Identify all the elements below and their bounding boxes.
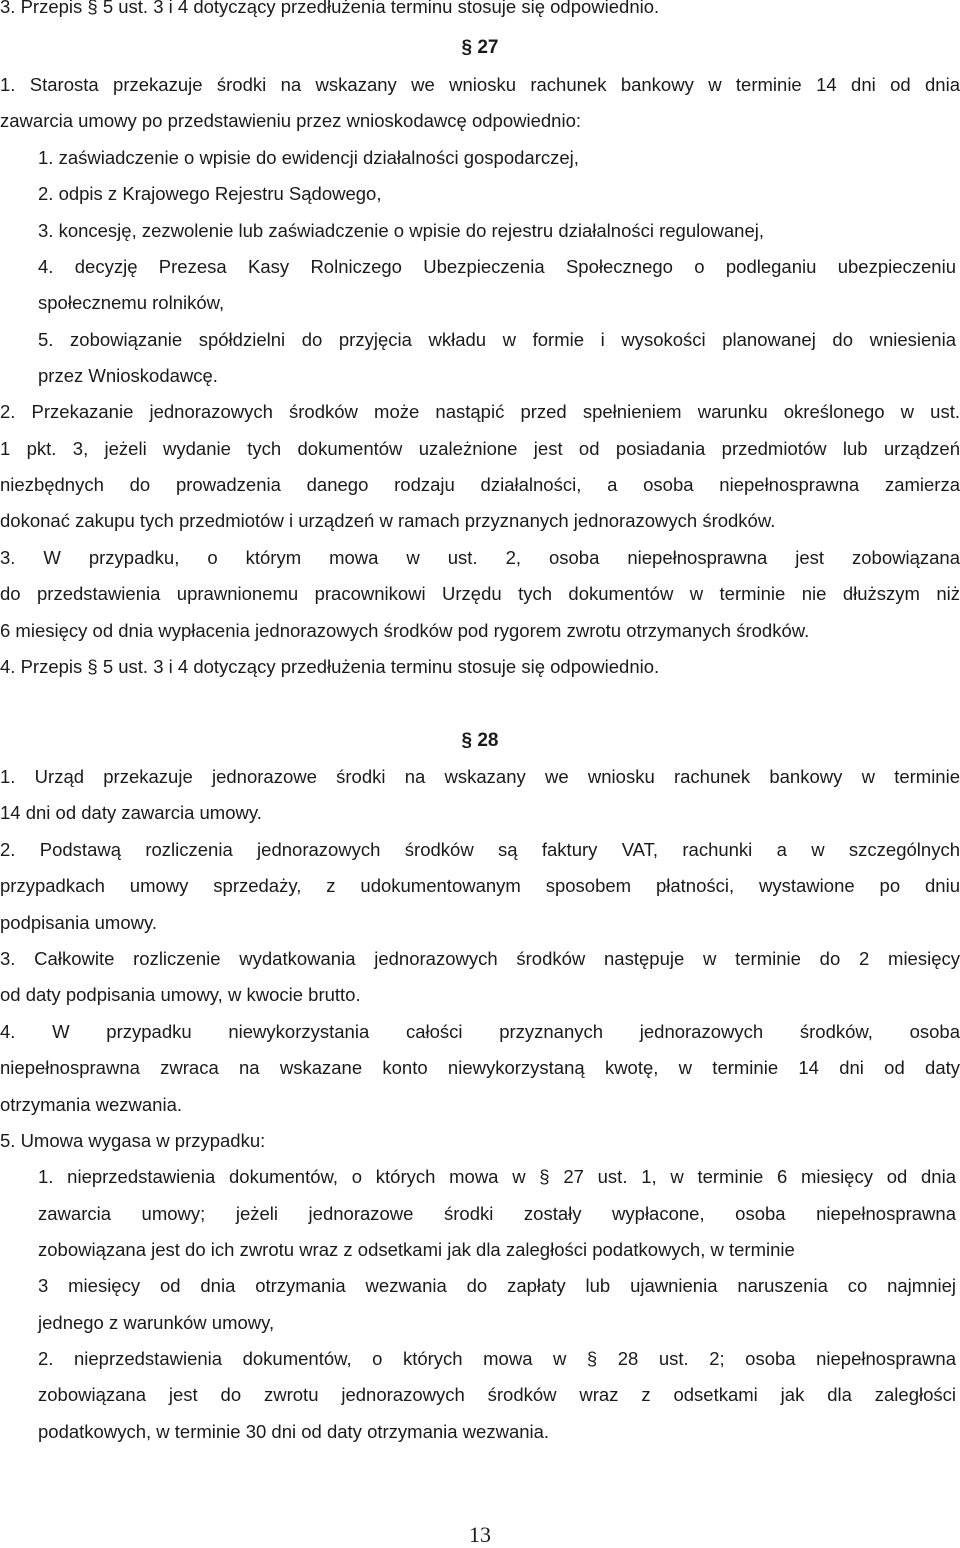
text-line: 6 miesięcy od dnia wypłacenia jednorazowych środków pod rygorem zwrotu otrzymanych środków.	[0, 620, 810, 641]
text-line: niezbędnych do prowadzenia danego rodzaju działalności, a osoba niepełnosprawna zamierza	[0, 474, 960, 495]
text-line: zawarcia umowy po przedstawieniu przez wnioskodawcę odpowiednio:	[0, 110, 581, 131]
list-item: 2. nieprzedstawienia dokumentów, o których mowa w § 28 ust. 2; osoba niepełnosprawna	[38, 1348, 956, 1369]
text-line: 3. Całkowite rozliczenie wydatkowania jednorazowych środków następuje w terminie do 2 miesięcy	[0, 948, 960, 969]
text-line: 2. Podstawą rozliczenia jednorazowych środków są faktury VAT, rachunki a w szczególnych	[0, 839, 960, 860]
list-item: podatkowych, w terminie 30 dni od daty otrzymania wezwania.	[38, 1421, 550, 1442]
text-line: otrzymania wezwania.	[0, 1094, 182, 1115]
text-line: 3. W przypadku, o którym mowa w ust. 2, osoba niepełnosprawna jest zobowiązana	[0, 547, 960, 568]
list-item: 3 miesięcy od dnia otrzymania wezwania do zapłaty lub ujawnienia naruszenia co najmniej	[38, 1275, 956, 1296]
text-line: 4. W przypadku niewykorzystania całości przyznanych jednorazowych środków, osoba	[0, 1021, 960, 1042]
section-heading-28: § 28	[461, 730, 499, 751]
text-line: podpisania umowy.	[0, 912, 157, 933]
list-item: jednego z warunków umowy,	[38, 1312, 275, 1333]
section-heading-27: § 27	[461, 37, 499, 58]
text-line: 1. Starosta przekazuje środki na wskazany we wniosku rachunek bankowy w terminie 14 dni od dnia	[0, 74, 960, 95]
text-line: dokonać zakupu tych przedmiotów i urządzeń w ramach przyznanych jednorazowych środków.	[0, 510, 776, 531]
list-item: przez Wnioskodawcę.	[38, 365, 218, 386]
list-item: 1. nieprzedstawienia dokumentów, o których mowa w § 27 ust. 1, w terminie 6 miesięcy od dnia	[38, 1166, 956, 1187]
list-item: 5. zobowiązanie spółdzielni do przyjęcia wkładu w formie i wysokości planowanej do wniesienia	[38, 329, 956, 350]
list-item: zawarcia umowy; jeżeli jednorazowe środki zostały wypłacone, osoba niepełnosprawna	[38, 1203, 956, 1224]
list-item: 3. koncesję, zezwolenie lub zaświadczenie o wpisie do rejestru działalności regulowanej,	[38, 220, 765, 241]
text-line: 5. Umowa wygasa w przypadku:	[0, 1130, 266, 1151]
text-line: od daty podpisania umowy, w kwocie brutto.	[0, 984, 361, 1005]
list-item: zobowiązana jest do zwrotu jednorazowych środków wraz z odsetkami jak dla zaległości	[38, 1384, 956, 1405]
text-line: 2. Przekazanie jednorazowych środków może nastąpić przed spełnieniem warunku określonego w ust.	[0, 401, 960, 422]
page-number: 13	[469, 1522, 491, 1547]
list-item: społecznemu rolników,	[38, 292, 225, 313]
text-line: 14 dni od daty zawarcia umowy.	[0, 802, 262, 823]
text-line: przypadkach umowy sprzedaży, z udokumentowanym sposobem płatności, wystawione po dniu	[0, 875, 960, 896]
text-line: 1 pkt. 3, jeżeli wydanie tych dokumentów uzależnione jest od posiadania przedmiotów lub urządzeń	[0, 438, 960, 459]
list-item: 2. odpis z Krajowego Rejestru Sądowego,	[38, 183, 382, 204]
text-line: do przedstawienia uprawnionemu pracownikowi Urzędu tych dokumentów w terminie nie dłuższym niż	[0, 583, 960, 604]
list-item: 4. decyzję Prezesa Kasy Rolniczego Ubezpieczenia Społecznego o podleganiu ubezpieczeniu	[38, 256, 956, 277]
text-line: 1. Urząd przekazuje jednorazowe środki na wskazany we wniosku rachunek bankowy w terminie	[0, 766, 960, 787]
text-line: 3. Przepis § 5 ust. 3 i 4 dotyczący przedłużenia terminu stosuje się odpowiednio.	[0, 0, 660, 17]
list-item: 1. zaświadczenie o wpisie do ewidencji działalności gospodarczej,	[38, 147, 579, 168]
list-item: zobowiązana jest do ich zwrotu wraz z odsetkami jak dla zaległości podatkowych, w terminie	[38, 1239, 795, 1260]
text-line: 4. Przepis § 5 ust. 3 i 4 dotyczący przedłużenia terminu stosuje się odpowiednio.	[0, 656, 660, 677]
text-line: niepełnosprawna zwraca na wskazane konto niewykorzystaną kwotę, w terminie 14 dni od daty	[0, 1057, 960, 1078]
